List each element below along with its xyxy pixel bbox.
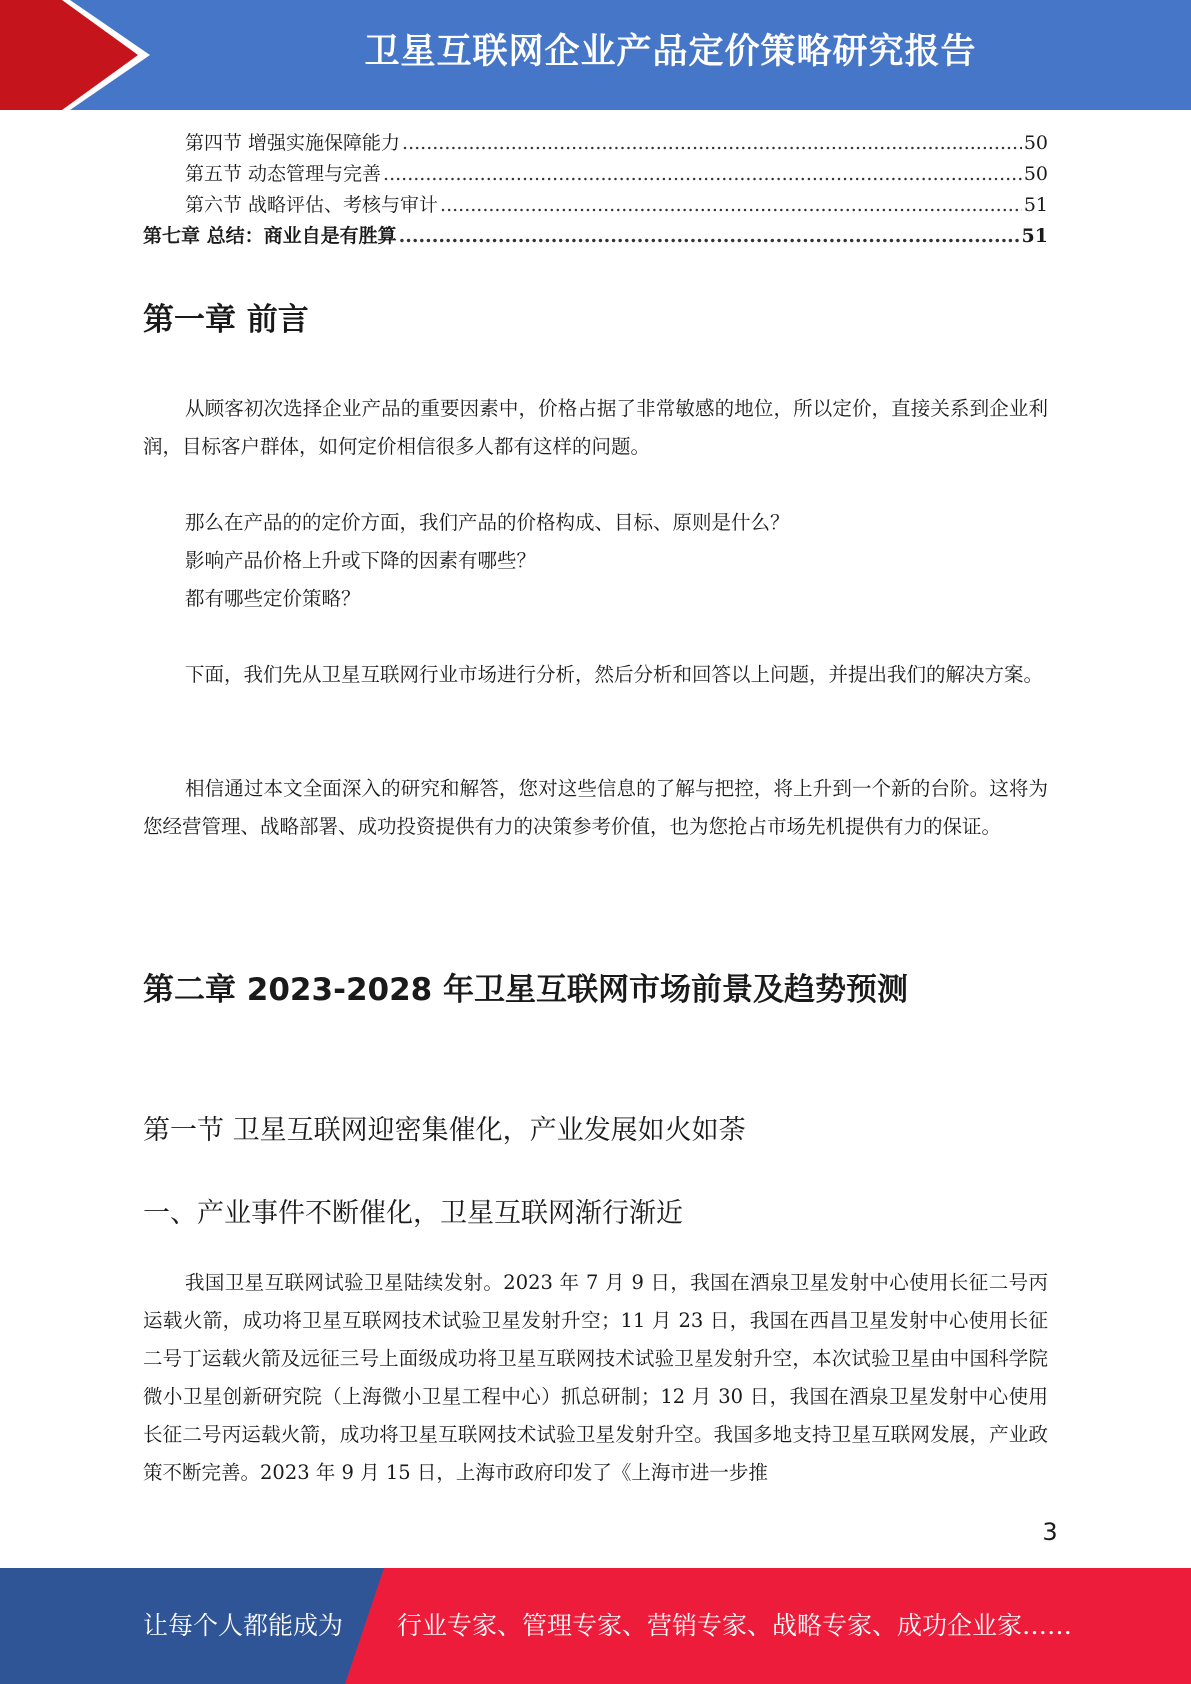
paragraph: 相信通过本文全面深入的研究和解答，您对这些信息的了解与把控，将上升到一个新的台阶。这将为您经营管理、战略部署、成功投资提供有力的决策参考价值，也为您抢占市场先机提供有力的保证。 (143, 777, 1048, 838)
question-line: 那么在产品的的定价方面，我们产品的价格构成、目标、原则是什么？ (185, 511, 790, 534)
toc-entry[interactable] (143, 159, 1048, 190)
header-bar (0, 0, 1191, 110)
toc-leader-dots (383, 159, 1022, 190)
toc-entry[interactable] (143, 190, 1048, 221)
subsection-heading: 一、产业事件不断催化，卫星互联网渐行渐近 (143, 1198, 683, 1229)
toc-entry-page: 50 (1023, 163, 1048, 185)
footer-banner (0, 1568, 1191, 1684)
toc-entry-label: 第五节 动态管理与完善 (185, 163, 382, 185)
toc-entry-label: 第四节 增强实施保障能力 (185, 132, 401, 154)
toc-entry-page: 50 (1023, 132, 1048, 154)
paragraph: 下面，我们先从卫星互联网行业市场进行分析，然后分析和回答以上问题，并提出我们的解决方案。 (185, 663, 1044, 686)
toc-entry-page: 51 (1023, 194, 1048, 216)
chapter-2-heading: 第二章 2023-2028 年卫星互联网市场前景及趋势预测 (143, 972, 909, 1008)
toc-leader-dots (402, 128, 1022, 159)
table-of-contents (143, 128, 1048, 252)
toc-leader-dots (440, 190, 1022, 221)
toc-entry-page: 51 (1021, 225, 1048, 247)
question-line: 影响产品价格上升或下降的因素有哪些？ (185, 549, 537, 572)
chapter-1-heading: 第一章 前言 (143, 302, 309, 338)
report-title: 卫星互联网企业产品定价策略研究报告 (364, 32, 977, 72)
toc-leader-dots (399, 221, 1020, 252)
paragraph: 我国卫星互联网试验卫星陆续发射。2023 年 7 月 9 日，我国在酒泉卫星发射中心使用长征二号丙运载火箭，成功将卫星互联网技术试验卫星发射升空；11 月 23 日，我国在西昌卫星发射中心使用长征二号丁运载火箭及远征三号上面级成功将卫星互联网技术试验卫星发射升空，本次试验卫星由中国科学院微小卫星创新研究院（上海微小卫星工程中心）抓总研制；12 月 30 日，我国在酒泉卫星发射中心使用长征二号丙运载火箭，成功将卫星互联网技术试验卫星发射升空。我国多地支持卫星互联网发展，产业政策不断完善。2023 年 9 月 15 日，上海市政府印发了《上海市进一步推 (143, 1271, 1048, 1484)
footer-slogan-left: 让每个人都能成为 (143, 1611, 344, 1640)
toc-entry-label: 第七章 总结：商业自是有胜算 (143, 225, 397, 247)
paragraph: 从顾客初次选择企业产品的重要因素中，价格占据了非常敏感的地位，所以定价，直接关系到企业利润，目标客户群体，如何定价相信很多人都有这样的问题。 (143, 397, 1048, 458)
page-number: 3 (1042, 1518, 1058, 1546)
section-heading: 第一节 卫星互联网迎密集催化，产业发展如火如荼 (143, 1115, 746, 1146)
header-arrow-icon (0, 0, 160, 110)
footer-slogan-right: 行业专家、管理专家、营销专家、战略专家、成功企业家…… (397, 1611, 1073, 1640)
toc-entry-label: 第六节 战略评估、考核与审计 (185, 194, 439, 216)
toc-entry[interactable] (143, 128, 1048, 159)
question-line: 都有哪些定价策略？ (185, 587, 361, 610)
toc-entry[interactable] (143, 221, 1048, 252)
